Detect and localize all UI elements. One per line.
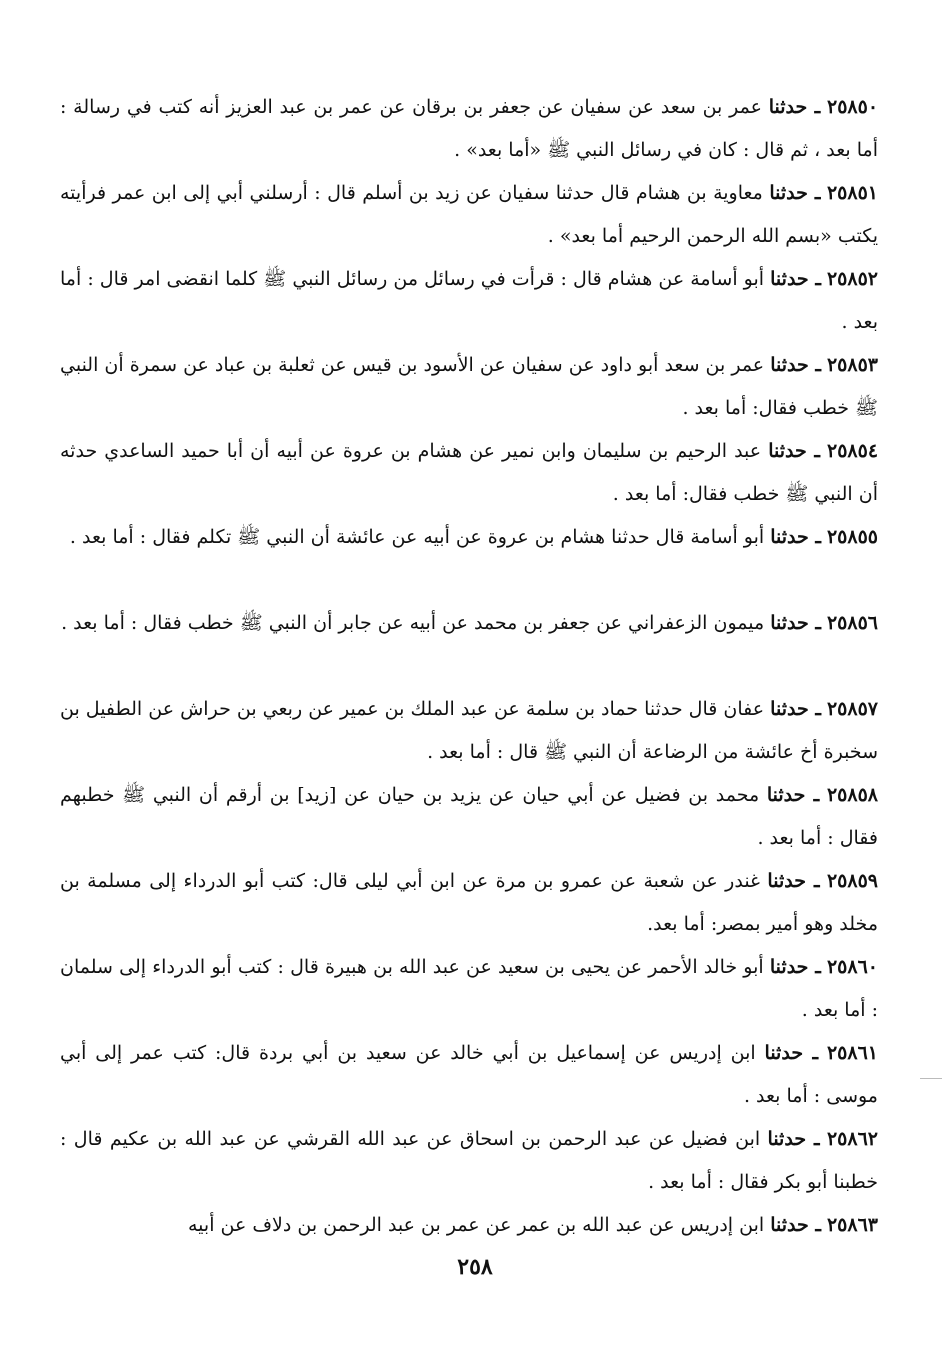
hadith-number: ٢٥٨٦٠ <box>826 956 878 978</box>
hadith-number: ٢٥٨٥٨ <box>826 784 878 806</box>
hadith-text: ابن إدريس عن عبد الله بن عمر عن عمر بن عبد الرحمن بن دلاف عن أبيه <box>187 1214 765 1236</box>
hadith-text: ابن فضيل عن عبد الرحمن بن اسحاق عن عبد الله القرشي عن عبد الله بن عكيم قال : خطبنا أبو بكر فقال : أما بعد . <box>60 1128 878 1193</box>
hadith-number: ٢٥٨٥٥ <box>826 526 878 548</box>
hadith-text: عبد الرحيم بن سليمان وابن نمير عن هشام بن عروة عن أبيه أن أبا حميد الساعدي حدثه أن النبي ﷺ خطب فقال: أما بعد . <box>60 440 878 505</box>
hadith-number: ٢٥٨٦٢ <box>826 1128 878 1150</box>
hadith-text: محمد بن فضيل عن أبي حيان عن يزيد بن حيان عن [زيد] بن أرقم أن النبي ﷺ خطبهم فقال : أما بعد . <box>60 784 878 849</box>
hadith-lead: ـ حدثنا <box>767 870 820 892</box>
hadith-number: ٢٥٨٥٢ <box>826 268 878 290</box>
hadith-lead: ـ حدثنا <box>768 440 820 462</box>
hadith-number: ٢٥٨٦٣ <box>826 1214 878 1236</box>
hadith-lead: ـ حدثنا <box>764 1042 819 1064</box>
hadith-text: أبو أسامة عن هشام قال : قرأت في رسائل من رسائل النبي ﷺ كلما انقضى امر قال : أما بعد . <box>60 268 878 333</box>
hadith-number: ٢٥٨٥٩ <box>826 870 878 892</box>
hadith-text: عمر بن سعد عن سفيان عن جعفر بن برقان عن عمر بن عبد العزيز أنه كتب في رسالة : أما بعد ، ثم قال : كان في رسائل النبي ﷺ «أما بعد» . <box>60 96 878 161</box>
hadith-lead: ـ حدثنا <box>770 354 821 376</box>
hadith-entry <box>60 258 878 344</box>
hadith-text: أبو أسامة قال حدثنا هشام بن عروة عن أبيه عن عائشة أن النبي ﷺ تكلم فقال : أما بعد . <box>69 526 765 548</box>
hadith-entry <box>60 860 878 946</box>
hadith-number: ٢٥٨٥٣ <box>826 354 878 376</box>
hadith-lead: ـ حدثنا <box>770 268 821 290</box>
hadith-text: أبو خالد الأحمر عن يحيى بن سعيد عن عبد الله بن هبيرة قال : كتب أبو الدرداء إلى سلمان : أما بعد . <box>60 956 878 1021</box>
hadith-number: ٢٥٨٥٧ <box>826 698 878 720</box>
hadith-number: ٢٥٨٥٠ <box>827 96 878 118</box>
hadith-number: ٢٥٨٥٦ <box>826 612 878 634</box>
hadith-lead: ـ حدثنا <box>767 1128 820 1150</box>
hadith-lead: ـ حدثنا <box>770 526 821 548</box>
hadith-list <box>60 86 878 1290</box>
hadith-text: ابن إدريس عن إسماعيل بن أبي خالد عن سعيد بن أبي بردة قال: كتب عمر إلى أبي موسى : أما بعد . <box>60 1042 878 1107</box>
hadith-entry <box>60 688 878 774</box>
hadith-entry <box>60 1118 878 1204</box>
hadith-entry <box>60 86 878 172</box>
hadith-text: معاوية بن هشام قال حدثنا سفيان عن زيد بن أسلم قال : أرسلني أبي إلى ابن عمر فرأيته يكتب «بسم الله الرحمن الرحيم أما بعد» . <box>60 182 878 247</box>
hadith-number: ٢٥٨٥١ <box>826 182 878 204</box>
hadith-number: ٢٥٨٦١ <box>826 1042 878 1064</box>
hadith-entry <box>60 516 878 602</box>
hadith-lead: ـ حدثنا <box>766 784 820 806</box>
margin-mark <box>920 1078 942 1079</box>
hadith-entry <box>60 344 878 430</box>
hadith-text: عفان قال حدثنا حماد بن سلمة عن عبد الملك بن عمير عن ربعي بن حراش عن الطفيل بن سخبرة أخ عائشة من الرضاعة أن النبي ﷺ قال : أما بعد . <box>60 698 878 763</box>
hadith-entry <box>60 774 878 860</box>
hadith-text: عمر بن سعد أبو داود عن سفيان عن الأسود بن قيس عن ثعلبة بن عباد عن سمرة أن النبي ﷺ خطب فقال: أما بعد . <box>60 354 878 419</box>
hadith-entry <box>60 430 878 516</box>
hadith-text: غندر عن شعبة عن عمرو بن مرة عن ابن أبي ليلى قال: كتب أبو الدرداء إلى مسلمة بن مخلد وهو أمير بمصر: أما بعد. <box>60 870 878 935</box>
page-number: ٢٥٨ <box>457 1254 493 1280</box>
hadith-entry <box>60 172 878 258</box>
hadith-entry <box>60 1032 878 1118</box>
hadith-lead: ـ حدثنا <box>770 1214 821 1236</box>
hadith-entry <box>60 946 878 1032</box>
hadith-text: ميمون الزعفراني عن جعفر بن محمد عن أبيه عن جابر أن النبي ﷺ خطب فقال : أما بعد . <box>61 612 765 634</box>
hadith-lead: ـ حدثنا <box>769 182 821 204</box>
hadith-lead: ـ حدثنا <box>768 96 821 118</box>
hadith-lead: ـ حدثنا <box>770 612 821 634</box>
hadith-number: ٢٥٨٥٤ <box>827 440 878 462</box>
hadith-lead: ـ حدثنا <box>770 698 821 720</box>
hadith-lead: ـ حدثنا <box>769 956 821 978</box>
hadith-entry <box>60 602 878 688</box>
